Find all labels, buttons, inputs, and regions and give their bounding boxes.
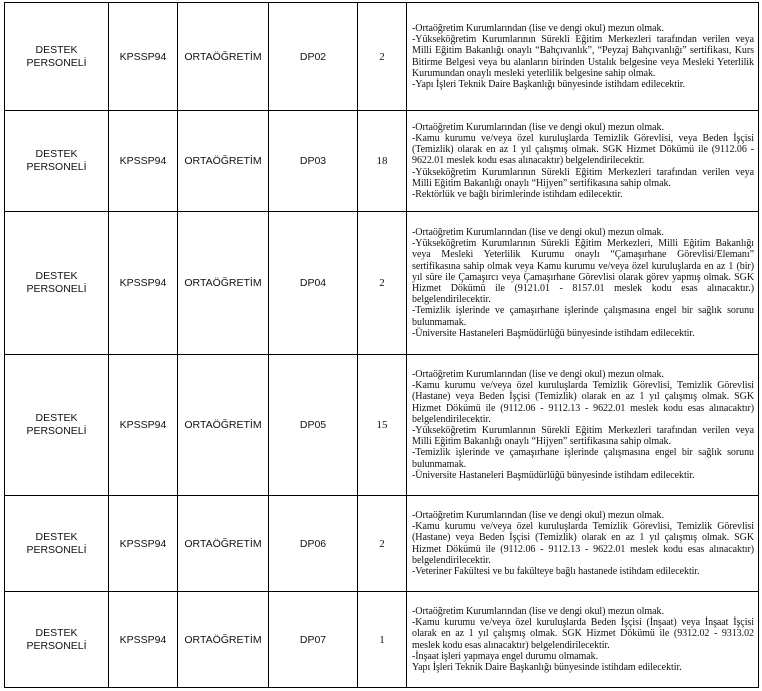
position-group: DESTEK PERSONELİ: [5, 496, 109, 592]
position-code: DP05: [269, 355, 358, 496]
requirement-line: -Yükseköğretim Kurumlarının Sürekli Eğitim Merkezleri tarafından verilen veya Milli Eğitim Bakanlığı onaylı “Hijyen” sertifikasına sahip olmak.: [412, 166, 754, 189]
requirement-line: -Yükseköğretim Kurumlarının Sürekli Eğitim Merkezleri, Milli Eğitim Bakanlığı veya Mesleki Yeterlilik Kurumu onaylı “Çamaşırhane Görevlisi/Elemanı” sertifikasına sahip olmak veya Kamu kurumu ve/veya özel kuruluşlarda en az 1 (bir) yıl süre ile Çamaşırcı veya Çamaşırhane Görevlisi olarak görev yapmış olmak. SGK Hizmet Dökümü ile (9121.01 - 8157.01 meslek kodu esas alınacaktır.) belgelendirilecektir.: [412, 238, 754, 306]
requirement-line: -Temizlik işlerinde ve çamaşırhane işlerinde çalışmasına engel bir sağlık sorunu bulunmamak.: [412, 447, 754, 470]
position-code: DP03: [269, 111, 358, 212]
position-count: 1: [358, 592, 407, 688]
table-row: [5, 355, 759, 496]
exam-score-type: KPSSP94: [109, 212, 178, 355]
requirement-line: -Kamu kurumu ve/veya özel kuruluşlarda Temizlik Görevlisi, veya Beden İşçisi (Temizlik) olarak en az 1 yıl çalışmış olmak. SGK Hizmet Dökümü ile (9112.06 - 9622.01 meslek kodu esas alınacaktır) belgelendirilecektir.: [412, 132, 754, 167]
requirement-line: -Ortaöğretim Kurumlarından (lise ve dengi okul) mezun olmak.: [412, 226, 664, 238]
requirement-line: -Ortaöğretim Kurumlarından (lise ve dengi okul) mezun olmak.: [412, 22, 664, 34]
position-count: 2: [358, 496, 407, 592]
requirements-cell: [407, 496, 759, 592]
education-level: ORTAÖĞRETİM: [178, 212, 269, 355]
exam-score-type: KPSSP94: [109, 592, 178, 688]
requirement-line: -Ortaöğretim Kurumlarından (lise ve dengi okul) mezun olmak.: [412, 121, 664, 133]
requirement-line: -Rektörlük ve bağlı birimlerinde istihdam edilecektir.: [412, 189, 623, 200]
requirement-line: -Üniversite Hastaneleri Başmüdürlüğü bünyesinde istihdam edilecektir.: [412, 469, 695, 481]
position-count: 15: [358, 355, 407, 496]
requirements-cell: [407, 212, 759, 355]
position-group: DESTEK PERSONELİ: [5, 3, 109, 111]
exam-score-type: KPSSP94: [109, 111, 178, 212]
table-row: [5, 3, 759, 111]
education-level: ORTAÖĞRETİM: [178, 3, 269, 111]
requirement-line: -Temizlik işlerinde ve çamaşırhane işlerinde çalışmasına engel bir sağlık sorunu bulunmamak.: [412, 305, 754, 328]
exam-score-type: KPSSP94: [109, 355, 178, 496]
exam-score-type: KPSSP94: [109, 3, 178, 111]
table-row: [5, 592, 759, 688]
table-row: [5, 496, 759, 592]
requirement-line: -Yükseköğretim Kurumlarının Sürekli Eğitim Merkezleri tarafından verilen veya Milli Eğitim Bakanlığı onaylı “Hijyen” sertifikasına sahip olmak.: [412, 425, 754, 448]
position-group: DESTEK PERSONELİ: [5, 212, 109, 355]
requirements-cell: [407, 355, 759, 496]
position-group: DESTEK PERSONELİ: [5, 592, 109, 688]
position-group: DESTEK PERSONELİ: [5, 355, 109, 496]
requirement-line: -Ortaöğretim Kurumlarından (lise ve dengi okul) mezun olmak.: [412, 368, 664, 380]
position-code: DP07: [269, 592, 358, 688]
requirements-cell: [407, 111, 759, 212]
requirements-cell: [407, 3, 759, 111]
education-level: ORTAÖĞRETİM: [178, 496, 269, 592]
requirement-line: -Veteriner Fakültesi ve bu fakülteye bağlı hastanede istihdam edilecektir.: [412, 565, 700, 577]
position-count: 2: [358, 212, 407, 355]
position-count: 2: [358, 3, 407, 111]
education-level: ORTAÖĞRETİM: [178, 355, 269, 496]
requirement-line: -Kamu kurumu ve/veya özel kuruluşlarda Temizlik Görevlisi, Temizlik Görevlisi (Hastane) veya Beden İşçisi (Temizlik) olarak en az 1 yıl çalışmış olmak. SGK Hizmet Dökümü ile (9112.06 - 9112.13 - 9622.01 meslek kodu esas alınacaktır) belgelendirilecektir.: [412, 521, 754, 566]
positions-table: [4, 2, 759, 688]
requirement-line: -Kamu kurumu ve/veya özel kuruluşlarda Beden İşçisi (İnşaat) veya İnşaat İşçisi olarak en az 1 yıl çalışmış olmak. SGK Hizmet Dökümü ile (9312.02 - 9313.02 meslek kodu esas alınacaktır) belgelendirilecektir.: [412, 617, 754, 651]
table-row: [5, 212, 759, 355]
requirement-line: -Yapı İşleri Teknik Daire Başkanlığı bünyesinde istihdam edilecektir.: [412, 78, 685, 90]
requirement-line: -İnşaat işleri yapmaya engel durumu olmamak.: [412, 650, 599, 662]
position-group: DESTEK PERSONELİ: [5, 111, 109, 212]
education-level: ORTAÖĞRETİM: [178, 111, 269, 212]
requirement-line: -Üniversite Hastaneleri Başmüdürlüğü bünyesinde istihdam edilecektir.: [412, 327, 695, 339]
position-code: DP04: [269, 212, 358, 355]
position-code: DP06: [269, 496, 358, 592]
requirement-line: -Kamu kurumu ve/veya özel kuruluşlarda Temizlik Görevlisi, Temizlik Görevlisi (Hastane) veya Beden İşçisi (Temizlik) olarak en az 1 yıl çalışmış olmak. SGK Hizmet Dökümü ile (9112.06 - 9112.13 - 9622.01 meslek kodu esas alınacaktır) belgelendirilecektir.: [412, 380, 754, 425]
requirement-line: -Ortaöğretim Kurumlarından (lise ve dengi okul) mezun olmak.: [412, 605, 664, 617]
requirement-line: Yapı İşleri Teknik Daire Başkanlığı bünyesinde istihdam edilecektir.: [412, 661, 682, 673]
requirements-cell: [407, 592, 759, 688]
position-code: DP02: [269, 3, 358, 111]
position-count: 18: [358, 111, 407, 212]
requirement-line: -Yükseköğretim Kurumlarının Sürekli Eğitim Merkezleri tarafından verilen veya Milli Eğitim Bakanlığı onaylı “Bahçıvanlık”, “Peyzaj Bahçıvanlığı” sertifikası, Kurs Bitirme Belgesi veya bu alanların birinden Ustalık belgesine veya Mesleki Yeterlilik Kurumundan onaylı mesleki yeterlilik belgesine sahip olmak.: [412, 34, 754, 79]
table-row: [5, 111, 759, 212]
education-level: ORTAÖĞRETİM: [178, 592, 269, 688]
requirement-line: -Ortaöğretim Kurumlarından (lise ve dengi okul) mezun olmak.: [412, 509, 664, 521]
exam-score-type: KPSSP94: [109, 496, 178, 592]
